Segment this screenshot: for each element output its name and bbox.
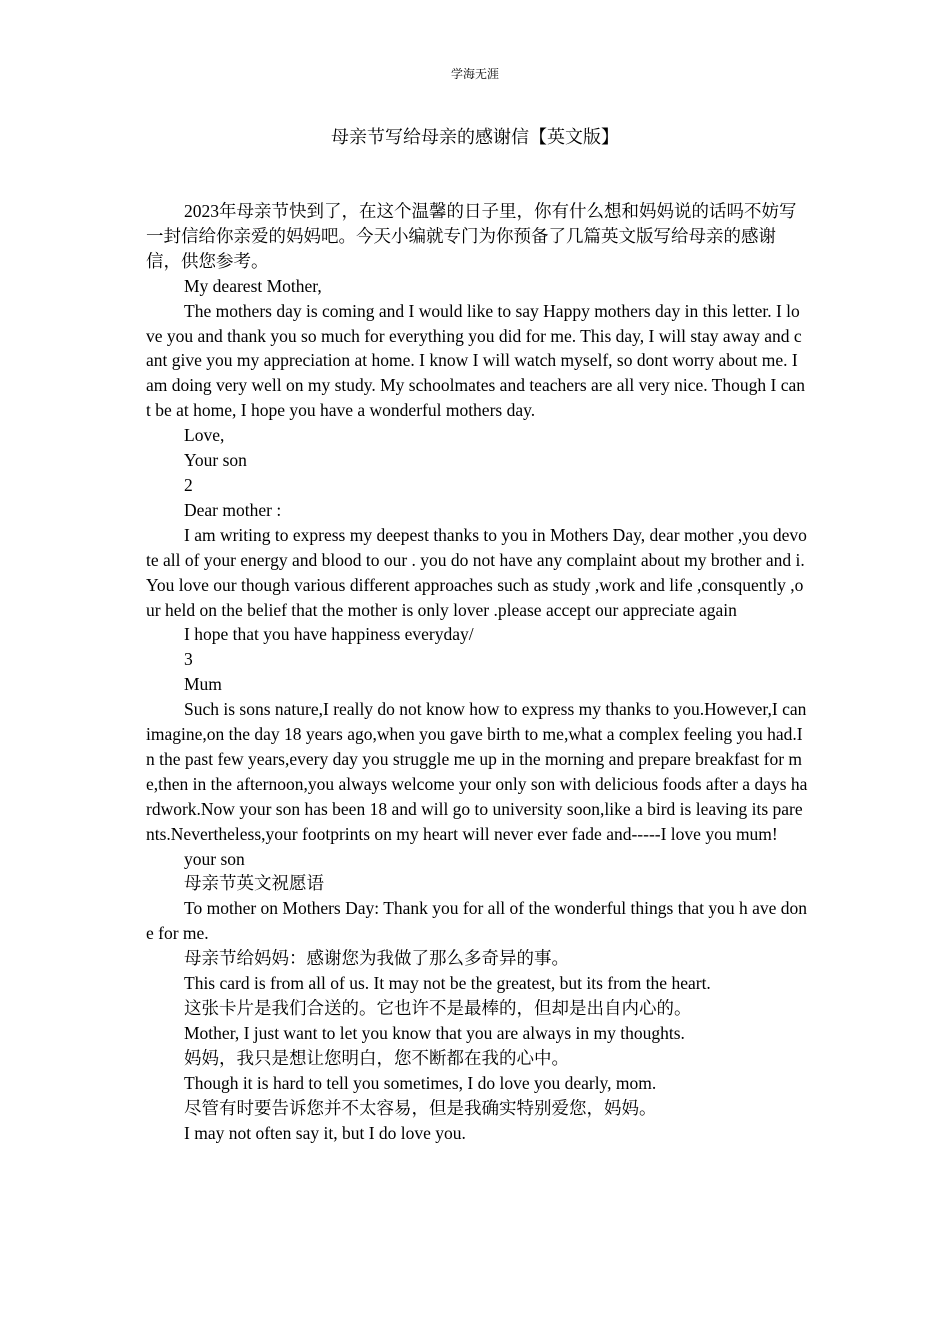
paragraph: I am writing to express my deepest thanks to you in Mothers Day, dear mother ,you devote all of your energy and blood to our . you do not have any complaint about my brother and i.You love our though various different approaches such as study ,work and life ,consquently ,our held on the belief that the mother is only lover .please accept our appreciate again: [146, 524, 807, 620]
page-header: 学海无涯: [450, 67, 499, 81]
paragraph: Mother, I just want to let you know that you are always in my thoughts.: [184, 1022, 685, 1043]
paragraph: Love,: [184, 425, 225, 446]
paragraph: 妈妈，我只是想让您明白，您不断都在我的心中。: [184, 1047, 569, 1068]
paragraph: 2023年母亲节快到了，在这个温馨的日子里，你有什么想和妈妈说的话吗不妨写一封信给你亲爱的妈妈吧。今天小编就专门为你预备了几篇英文版写给母亲的感谢信，供您参考。: [146, 201, 797, 271]
paragraph: I hope that you have happiness everyday/: [184, 624, 474, 645]
paragraph: Mum: [184, 674, 222, 695]
paragraph: The mothers day is coming and I would like to say Happy mothers day in this letter. I love you and thank you so much for everything you did for me. This day, I will stay away and cant give you my appreciation at home. I know I will watch myself, so dont worry about me. I am doing very well on my study. My schoolmates and teachers are all very nice. Though I cant be at home, I hope you have a wonderful mothers day.: [146, 300, 805, 421]
paragraph: 尽管有时要告诉您并不太容易，但是我确实特别爱您，妈妈。: [184, 1097, 657, 1118]
paragraph: I may not often say it, but I do love you.: [184, 1122, 466, 1143]
document-title: 母亲节写给母亲的感谢信【英文版】: [331, 127, 619, 147]
paragraph: 母亲节英文祝愿语: [184, 873, 324, 894]
paragraph: 3: [184, 649, 193, 670]
paragraph: Your son: [184, 450, 247, 471]
paragraph: Though it is hard to tell you sometimes, I do love you dearly, mom.: [184, 1072, 657, 1093]
paragraph: 母亲节给妈妈：感谢您为我做了那么多奇异的事。: [184, 948, 569, 969]
paragraph: Such is sons nature,I really do not know how to express my thanks to you.However,I can imagine,on the day 18 years ago,when you gave birth to me,what a complex feeling you had.In the past few years,every day you struggle me up in the morning and prepare breakfast for me,then in the afternoon,you always welcome your only son with delicious foods after a days hardwork.Now your son has been 18 and will go to university soon,like a bird is leaving its parents.Nevertheless,your footprints on my heart will never ever fade and-----I love you mum!: [146, 699, 808, 844]
paragraph: 这张卡片是我们合送的。它也许不是最棒的，但却是出自内心的。: [184, 998, 692, 1018]
paragraph: To mother on Mothers Day: Thank you for all of the wonderful things that you h ave done for me.: [146, 898, 807, 944]
document-body: [146, 199, 808, 1145]
paragraph: your son: [184, 848, 245, 869]
paragraph: 2: [184, 474, 193, 495]
paragraph: Dear mother :: [184, 499, 282, 520]
paragraph: My dearest Mother,: [184, 275, 322, 296]
paragraph: This card is from all of us. It may not be the greatest, but its from the heart.: [184, 973, 711, 994]
